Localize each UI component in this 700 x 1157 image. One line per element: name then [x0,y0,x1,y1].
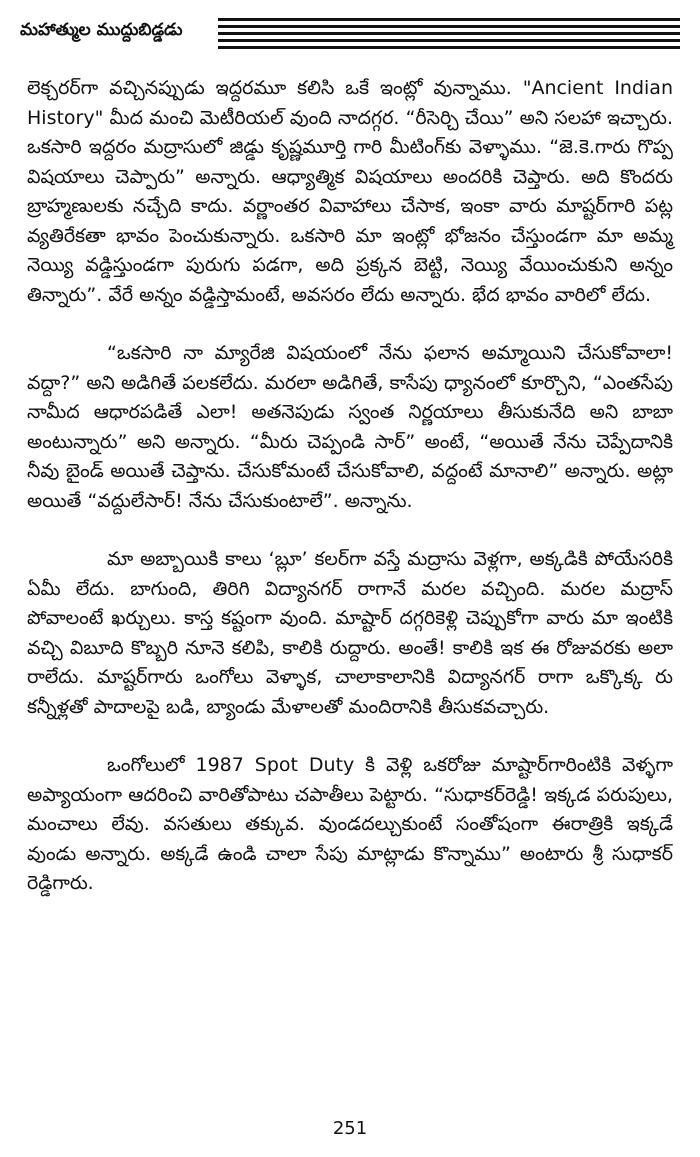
header-rule-line [218,39,680,42]
header-rule-line [218,18,680,21]
paragraph-4: ఒంగోలులో 1987 Spot Duty కి వెళ్లి ఒకరోజు మాష్టార్‌గారింటికి వెళ్ళగా అప్యాయంగా ఆదరించి వారితోపాటు చపాతీలు పెట్టారు. “సుధాకర్‌రెడ్డి! ఇక్కడ పరుపులు, మంచాలు లేవు. వసతులు తక్కువ. వుండదల్చుకుంటే సంతోషంగా ఈరాత్రికి ఇక్కడే వుండు అన్నారు. అక్కడే ఉండి చాలా సేపు మాట్లాడు కొన్నాము” అంటారు శ్రీ సుధాకర్ రెడ్డిగారు. [27,754,673,894]
header-rule-line [218,32,680,35]
page-number: 251 [332,1118,368,1139]
header-rule-line [218,46,680,49]
running-header [20,14,680,54]
paragraph-3: మా అబ్బాయికి కాలు ‘బ్లూ’ కలర్‌గా వస్తే మద్రాసు వెళ్లగా, అక్కడికి పోయేసరికి ఏమీ లేదు. బాగుంది, తిరిగి విద్యానగర్ రాగానే మరల వచ్చింది. మరల మద్రాస్ పోవాలంటే ఖర్చులు. కాస్త కష్టంగా వుంది. మాష్టార్ దగ్గరికెళ్లి చెప్పుకోగా వారు మా ఇంటికి వచ్చి విబూది కొబ్బరి నూనె కలిపి, కాలికి రుద్దారు. అంతే! కాలికి ఇక ఈ రోజువరకు అలా రాలేదు. మాష్టర్‌గారు ఒంగోలు వెళ్ళాక, చాలాకాలానికి విద్యానగర్ రాగా ఒక్కొక్క రు కన్నీళ్లతో పాదాలపై బడి, బ్యాండు మేళాలతో మందిరానికి తీసుకవచ్చారు. [27,548,673,718]
header-rule-line [218,25,680,28]
body-text [27,74,673,928]
header-rule-lines [218,18,680,53]
paragraph-2: “ఒకసారి నా మ్యారేజి విషయంలో నేను ఫలాన అమ్మాయిని చేసుకోవాలా! వద్దా?” అని అడిగితే పలకలేదు. మరలా అడిగితే, కాసేపు ధ్యానంలో కూర్చొని, “ఎంతసేపు నామీద ఆధారపడితే ఎలా! అతనెపుడు స్వంత నిర్ణయాలు తీసుకునేది అని బాబా అంటున్నారు” అని అన్నారు. “మీరు చెప్పండి సార్” అంటే, “అయితే నేను చెప్పేదానికి నీవు బైండ్ అయితే చెప్తాను. చేసుకోమంటే చేసుకోవాలి, వద్దంటే మానాలి” అన్నారు. అట్లా అయితే “వద్దులేసార్! నేను చేసుకుంటాలే”. అన్నాను. [27,342,673,512]
running-header-title: మహాత్ముల ముద్దుబిడ్డడు [20,20,183,40]
paragraph-1: లెక్చరర్‌గా వచ్చినప్పుడు ఇద్దరమూ కలిసి ఒకే ఇంట్లో వున్నాము. "Ancient Indian History" మీద మంచి మెటీరియల్ వుంది నాదగ్గర. “రీసెర్చి చేయి” అని సలహా ఇచ్చారు. ఒకసారి ఇద్దరం మద్రాసులో జిడ్డు కృష్ణమూర్తి గారి మీటింగ్‌కు వెళ్ళాము. “జె.కె.గారు గొప్ప విషయాలు చెప్పారు” అన్నారు. ఆధ్యాత్మిక విషయాలు అందరికి చెప్తారు. అది కొందరు బ్రాహ్మణులకు నచ్చేది కాదు. వర్ణాంతర వివాహాలు చేసాక, ఇంకా వారు మాష్టర్‌గారి పట్ల వ్యతిరేకతా భావం పెంచుకున్నారు. ఒకసారి మా ఇంట్లో భోజనం చేస్తుండగా మా అమ్మ నెయ్యి వడ్డిస్తుండగా పురుగు పడగా, అది ప్రక్కన బెట్టి, నెయ్యి వేయించుకుని అన్నం తిన్నారు”. వేరే అన్నం వడ్డిస్తామంటే, అవసరం లేదు అన్నారు. భేద భావం వారిలో లేదు. [27,77,673,306]
